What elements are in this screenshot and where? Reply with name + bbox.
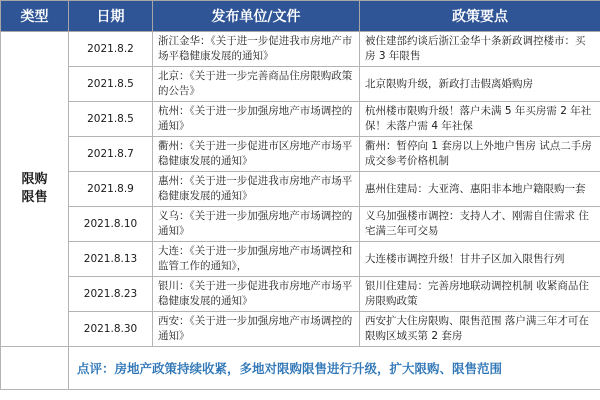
category-line-2: 限售: [21, 190, 48, 205]
header-issuer: 发布单位/文件: [153, 1, 360, 32]
document-cell: 杭州：《关于进一步加强房地产市场调控的通知》: [153, 102, 360, 137]
document-cell: 银川：《关于进一步促进我市房地产市场平稳健康发展的通知》: [153, 277, 360, 312]
category-line-1: 限购: [21, 172, 48, 187]
header-date: 日期: [69, 1, 153, 32]
document-cell: 惠州：《关于进一步促进我市房地产市场平稳健康发展的通知》: [153, 172, 360, 207]
document-cell: 北京：《关于进一步完善商品住房限购政策的公告》: [153, 67, 360, 102]
document-cell: 衢州：《关于进一步促进市区房地产市场平稳健康发展的通知》: [153, 137, 360, 172]
policy-cell: 惠州住建局：大亚湾、惠阳非本地户籍限购一套: [360, 172, 600, 207]
table-row: [1, 32, 600, 67]
table-row: [1, 102, 600, 137]
policy-cell: 银川住建局：完善房地联动调控机制 收紧商品住房限购政策: [360, 277, 600, 312]
document-cell: 西安：《关于进一步加强房地产市场调控的通知》: [153, 312, 360, 347]
policy-cell: 杭州楼市限购升级！落户未满 5 年买房需 2 年社保！未落户需 4 年社保: [360, 102, 600, 137]
table-row: [1, 277, 600, 312]
commentary-note: 点评：房地产政策持续收紧，多地对限购限售进行升级，扩大限购、限售范围: [69, 347, 600, 390]
document-cell: 浙江金华：《关于进一步促进我市房地产市场平稳健康发展的通知》: [153, 32, 360, 67]
date-cell: 2021.8.30: [69, 312, 153, 347]
table-row: [1, 67, 600, 102]
table-row: [1, 172, 600, 207]
document-cell: 义乌：《关于进一步加强房地产市场调控的通知》: [153, 207, 360, 242]
policy-cell: 西安扩大住房限购、限售范围 落户满三年才可在限购区域买第 2 套房: [360, 312, 600, 347]
date-cell: 2021.8.13: [69, 242, 153, 277]
date-cell: 2021.8.5: [69, 67, 153, 102]
date-cell: 2021.8.2: [69, 32, 153, 67]
date-cell: 2021.8.10: [69, 207, 153, 242]
document-cell: 大连：《关于进一步加强房地产市场调控和监管工作的通知》，: [153, 242, 360, 277]
table-row: [1, 242, 600, 277]
policy-cell: 北京限购升级，新政打击假离婚购房: [360, 67, 600, 102]
header-policy: 政策要点: [360, 1, 600, 32]
note-row: [1, 347, 600, 390]
table-row: [1, 207, 600, 242]
table-row: [1, 137, 600, 172]
policy-cell: 义乌加强楼市调控：支持人才、刚需自住需求 住宅满三年可交易: [360, 207, 600, 242]
date-cell: 2021.8.9: [69, 172, 153, 207]
date-cell: 2021.8.7: [69, 137, 153, 172]
policy-cell: 被住建部约谈后浙江金华十条新政调控楼市：买房 3 年限售: [360, 32, 600, 67]
table-row: [1, 312, 600, 347]
date-cell: 2021.8.23: [69, 277, 153, 312]
header-row: [1, 1, 600, 32]
policy-cell: 衢州：暂停向 1 套房以上外地户售房 试点二手房成交参考价格机制: [360, 137, 600, 172]
category-cell: [1, 32, 69, 347]
note-spacer-cell: [1, 347, 69, 390]
date-cell: 2021.8.5: [69, 102, 153, 137]
policy-cell: 大连楼市调控升级！甘井子区加入限售行列: [360, 242, 600, 277]
header-type: 类型: [1, 1, 69, 32]
